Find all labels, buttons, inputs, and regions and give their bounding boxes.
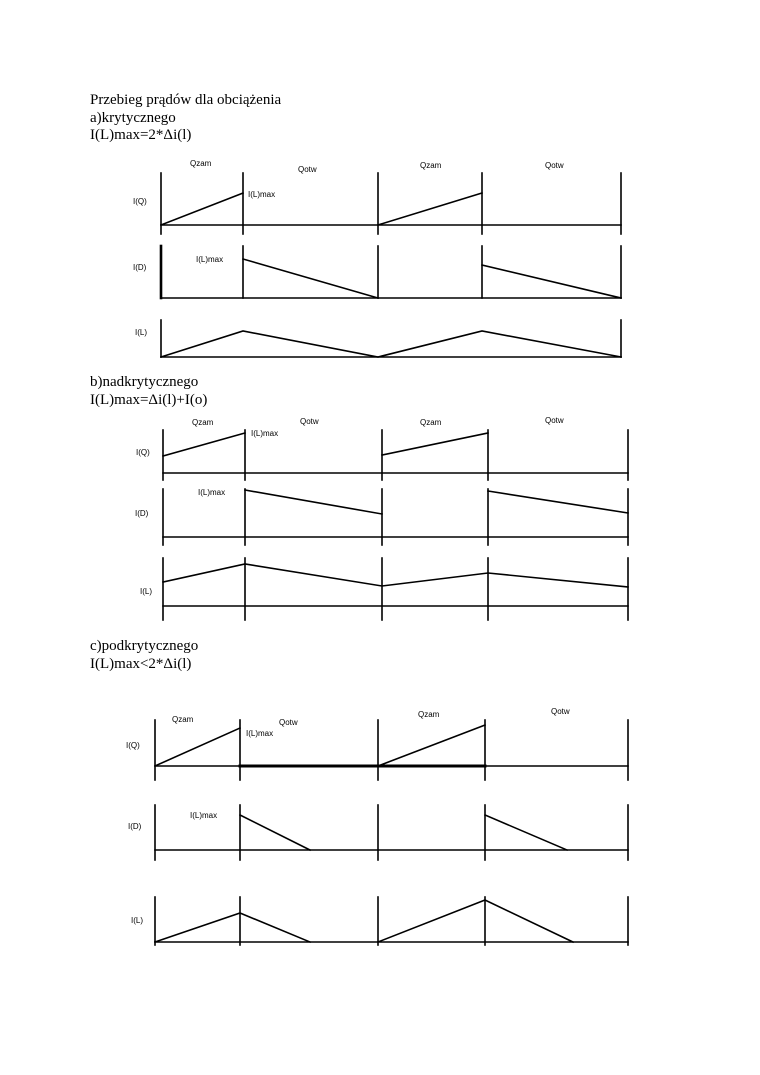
current-ramp <box>163 433 245 456</box>
section-c-title: c)podkrytycznego <box>90 638 199 654</box>
section-b-il-plot <box>163 558 628 620</box>
current-ramp <box>482 265 621 298</box>
ilmax-label: I(L)max <box>246 729 274 738</box>
qotw-label: Qotw <box>545 161 564 170</box>
il-axis-label: I(L) <box>135 328 147 337</box>
qotw-label: Qotw <box>279 718 298 727</box>
qotw-label: Qotw <box>298 165 317 174</box>
qzam-label: Qzam <box>420 161 442 170</box>
current-ramp <box>485 815 567 850</box>
qotw-label: Qotw <box>545 416 564 425</box>
section-b-id-plot <box>163 489 628 545</box>
current-waveform <box>161 331 621 357</box>
section-c-waveforms <box>155 720 628 945</box>
current-ramp <box>378 725 485 766</box>
qzam-label: Qzam <box>420 418 442 427</box>
iq-axis-label: I(Q) <box>126 741 140 750</box>
id-axis-label: I(D) <box>135 509 149 518</box>
iq-axis-label: I(Q) <box>136 448 150 457</box>
section-c-iq-plot <box>155 720 628 780</box>
section-c-formula: I(L)max<2*Δi(l) <box>90 656 192 672</box>
qotw-label: Qotw <box>300 417 319 426</box>
ilmax-label: I(L)max <box>248 190 276 199</box>
section-c-id-plot <box>155 805 628 860</box>
section-a-waveforms <box>161 173 621 357</box>
current-ramp <box>155 728 240 766</box>
current-ramp <box>240 815 310 850</box>
current-ramp <box>245 490 382 514</box>
section-a-formula: I(L)max=2*Δi(l) <box>90 127 192 143</box>
qotw-label: Qotw <box>551 707 570 716</box>
current-ramp <box>161 193 243 225</box>
iq-axis-label: I(Q) <box>133 197 147 206</box>
current-waveform <box>378 900 573 942</box>
current-waveform <box>163 564 628 587</box>
section-b-formula: I(L)max=Δi(l)+I(o) <box>90 392 208 408</box>
section-b-waveforms <box>163 430 628 620</box>
id-axis-label: I(D) <box>133 263 147 272</box>
current-waveform <box>155 913 310 942</box>
il-axis-label: I(L) <box>131 916 143 925</box>
section-b-iq-plot <box>163 430 628 480</box>
qzam-label: Qzam <box>418 710 440 719</box>
section-a-id-plot <box>161 246 621 298</box>
current-ramp <box>488 491 628 513</box>
section-a-il-plot <box>161 320 621 357</box>
il-axis-label: I(L) <box>140 587 152 596</box>
current-ramp <box>382 433 488 455</box>
section-a-iq-plot <box>161 173 621 234</box>
section-c-il-plot <box>155 897 628 945</box>
current-ramp <box>243 259 378 298</box>
title-line: Przebieg prądów dla obciążenia <box>90 92 282 108</box>
current-ramp <box>378 193 482 225</box>
section-a-title: a)krytycznego <box>90 110 176 126</box>
id-axis-label: I(D) <box>128 822 142 831</box>
qzam-label: Qzam <box>192 418 214 427</box>
qzam-label: Qzam <box>190 159 212 168</box>
ilmax-label: I(L)max <box>190 811 218 820</box>
ilmax-label: I(L)max <box>198 488 226 497</box>
section-b-title: b)nadkrytycznego <box>90 374 199 390</box>
ilmax-label: I(L)max <box>196 255 224 264</box>
qzam-label: Qzam <box>172 715 194 724</box>
ilmax-label: I(L)max <box>251 429 279 438</box>
